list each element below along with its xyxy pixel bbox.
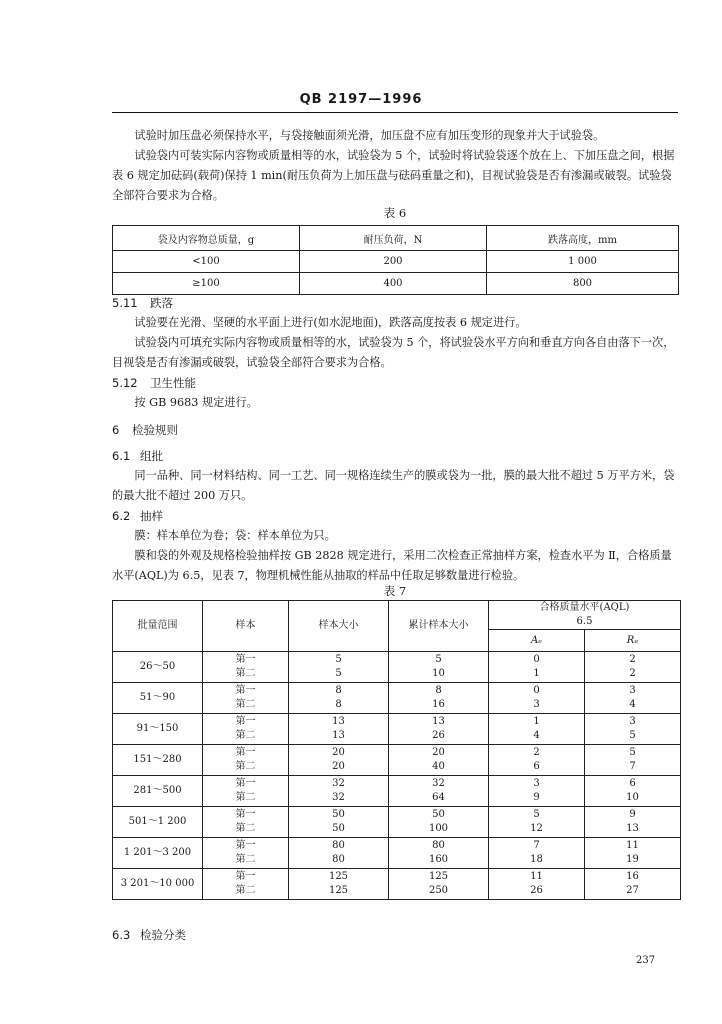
table7-batch-cell: 1 201～3 200 <box>113 838 203 869</box>
table6-row <box>113 251 679 273</box>
table7-cumulative-cell-value: 5 <box>435 654 442 665</box>
table6-cell: 400 <box>300 273 487 295</box>
table7-size-cell-value: 20 <box>332 747 345 758</box>
table7-re-cell <box>585 869 681 900</box>
table6-header-cell: 耐压负荷，N <box>300 226 487 251</box>
section-title: 抽样 <box>140 509 163 523</box>
header-rule <box>112 112 678 113</box>
table7-sample-cell-value: 第一 <box>235 778 256 789</box>
paragraph-sampling-plan: 膜和袋的外观及规格检验抽样按 GB 2828 规定进行，采用二次检查正常抽样方案，检查水平为 Ⅱ，合格质量水平(AQL)为 6.5，见表 7，物理机械性能从抽取的样品中任取足够数量进行检验。 <box>112 549 672 582</box>
table7-sample-cell-value: 第一 <box>235 747 256 758</box>
table7-ac-cell <box>489 869 585 900</box>
table7-cumulative-cell <box>389 683 489 714</box>
table7-sample-cell-value: 第二 <box>235 730 256 741</box>
table7-row <box>113 683 681 714</box>
table7-sample-cell-value: 第一 <box>235 685 256 696</box>
table7-ac-cell-value: 7 <box>533 840 540 851</box>
table7-ac-cell-value: 0 <box>533 654 540 665</box>
table7-ac-cell-value: 3 <box>533 699 540 710</box>
table7-size-cell <box>289 838 389 869</box>
table7-cumulative-cell-value: 50 <box>432 809 445 820</box>
table7-size-cell <box>289 807 389 838</box>
paragraph-batching: 同一品种、同一材料结构、同一工艺、同一规格连续生产的膜或袋为一批，膜的最大批不超过 5 万平方米，袋的最大批不超过 200 万只。 <box>112 469 675 502</box>
table7-re-cell-value: 10 <box>626 792 639 803</box>
table7-cumulative-cell-value: 16 <box>432 699 445 710</box>
section-6-3-heading <box>112 927 186 943</box>
table7-sample-cell <box>203 652 289 683</box>
table6-cell: 200 <box>300 251 487 273</box>
table6-header-cell: 袋及内容物总质量，g <box>113 226 300 251</box>
aql-value: 6.5 <box>576 616 593 627</box>
table7-size-cell-value: 5 <box>335 668 342 679</box>
table7-header-aql <box>489 601 681 630</box>
table7-re-cell-value: 9 <box>629 809 636 820</box>
table7-row <box>113 807 681 838</box>
table6-row <box>113 273 679 295</box>
table7-re-cell <box>585 807 681 838</box>
table7-row <box>113 776 681 807</box>
table7-sample-cell-value: 第一 <box>235 840 256 851</box>
table7-ac-cell-value: 1 <box>533 716 540 727</box>
table7-ac-cell <box>489 683 585 714</box>
table7-size-cell <box>289 652 389 683</box>
section-title: 跌落 <box>150 296 173 310</box>
table7-sample-cell <box>203 683 289 714</box>
table7-ac-cell-value: 12 <box>530 823 543 834</box>
table7-ac-cell-value: 5 <box>533 809 540 820</box>
table7-batch-cell: 281～500 <box>113 776 203 807</box>
table7-size-cell-value: 8 <box>335 699 342 710</box>
table7-ac-cell <box>489 807 585 838</box>
table7-ac-cell <box>489 838 585 869</box>
table7-re-cell-value: 13 <box>626 823 639 834</box>
table7-re-cell-value: 6 <box>629 778 636 789</box>
table7-cumulative-cell-value: 64 <box>432 792 445 803</box>
table7-cumulative-cell-value: 80 <box>432 840 445 851</box>
table7-cumulative-cell <box>389 776 489 807</box>
table7-cumulative-cell <box>389 807 489 838</box>
table7-cumulative-cell <box>389 869 489 900</box>
table7-sample-cell-value: 第二 <box>235 854 256 865</box>
table7-row <box>113 714 681 745</box>
table7-batch-cell: 151～280 <box>113 745 203 776</box>
table7-size-cell-value: 50 <box>332 823 345 834</box>
table7-ac-cell-value: 3 <box>533 778 540 789</box>
section-title: 组批 <box>140 449 163 463</box>
paragraph-sample-unit: 膜：样本单位为卷；袋：样本单位为只。 <box>134 529 336 542</box>
table7-header-cumulative: 累计样本大小 <box>389 601 489 652</box>
section-number: 6.1 <box>112 449 131 463</box>
paragraph-pressure-plate: 试验时加压盘必须保持水平，与袋接触面须光滑，加压盘不应有加压变形的现象并大于试验袋。 <box>134 129 605 142</box>
table7-size-cell-value: 32 <box>332 792 345 803</box>
table7-cumulative-cell-value: 40 <box>432 761 445 772</box>
table7-sample-cell <box>203 745 289 776</box>
table7-size-cell-value: 50 <box>332 809 345 820</box>
table7-body <box>113 652 681 900</box>
section-5-12-heading <box>112 375 196 391</box>
table7-re-cell <box>585 683 681 714</box>
table7-re-cell-value: 2 <box>629 668 636 679</box>
table7-size-cell <box>289 745 389 776</box>
table7-cumulative-cell-value: 125 <box>428 871 449 882</box>
paragraph-pressure-test: 试验袋内可装实际内容物或质量相等的水，试验袋为 5 个，试验时将试验袋逐个放在上、下加压盘之间，根据表 6 规定加砝码(载荷)保持 1 min(耐压负荷为上加压盘与砝码重量之和)，目视试验袋是否有渗漏或破裂。试验袋全部符合要求为合格。 <box>112 149 675 202</box>
table7-size-cell-value: 8 <box>335 685 342 696</box>
table7-header-re: Rₑ <box>585 630 681 652</box>
section-6-2-heading <box>112 508 163 524</box>
table7-size-cell-value: 80 <box>332 854 345 865</box>
table7-re-cell-value: 5 <box>629 747 636 758</box>
table7-sample-cell <box>203 714 289 745</box>
aql-label: 合格质量水平(AQL) <box>539 602 630 613</box>
table7-sample-cell <box>203 869 289 900</box>
section-title: 检验规则 <box>132 423 178 437</box>
table7-sample-cell-value: 第一 <box>235 716 256 727</box>
table7-header-size: 样本大小 <box>289 601 389 652</box>
table7-size-cell <box>289 683 389 714</box>
table7-cumulative-cell <box>389 652 489 683</box>
table7-row <box>113 838 681 869</box>
table7-re-cell <box>585 838 681 869</box>
table7-ac-cell <box>489 776 585 807</box>
table7-cumulative-cell-value: 13 <box>432 716 445 727</box>
table7-sample-cell-value: 第二 <box>235 885 256 896</box>
section-number: 5.11 <box>112 296 138 310</box>
section-6-1-heading <box>112 448 163 464</box>
table7-batch-cell: 26～50 <box>113 652 203 683</box>
table7-re-cell <box>585 714 681 745</box>
section-number: 6 <box>112 423 120 437</box>
table6-header-row <box>113 226 679 251</box>
paragraph-drop-test: 试验袋内可填充实际内容物或质量相等的水，试验袋为 5 个，将试验袋水平方向和垂直方向各自由落下一次，目视袋是否有渗漏或破裂，试验袋全部符合要求为合格。 <box>112 336 675 369</box>
table7-ac-cell-value: 26 <box>530 885 543 896</box>
table7-sample-cell-value: 第二 <box>235 761 256 772</box>
table7-re-cell-value: 16 <box>626 871 639 882</box>
table7-cumulative-cell-value: 160 <box>428 854 449 865</box>
paragraph-drop-surface: 试验要在光滑、坚硬的水平面上进行(如水泥地面)，跌落高度按表 6 规定进行。 <box>134 316 527 329</box>
table7-ac-cell-value: 4 <box>533 730 540 741</box>
table7-header-sample: 样本 <box>203 601 289 652</box>
table7-sample-cell-value: 第一 <box>235 871 256 882</box>
section-title: 卫生性能 <box>150 376 196 390</box>
table7-cumulative-cell-value: 20 <box>432 747 445 758</box>
table7-sample-cell <box>203 776 289 807</box>
table7-re-cell-value: 11 <box>626 840 639 851</box>
table7-sample-cell <box>203 807 289 838</box>
table7-sample-cell-value: 第二 <box>235 792 256 803</box>
paragraph-hygiene: 按 GB 9683 规定进行。 <box>134 396 258 409</box>
table6-cell: 800 <box>487 273 679 295</box>
table7-ac-cell <box>489 745 585 776</box>
table7-re-cell-value: 27 <box>626 885 639 896</box>
table7-re-cell-value: 2 <box>629 654 636 665</box>
table7-batch-cell: 3 201～10 000 <box>113 869 203 900</box>
table7-batch-cell: 51～90 <box>113 683 203 714</box>
table7-re-cell <box>585 652 681 683</box>
table7-row <box>113 869 681 900</box>
table7-header-batch: 批量范围 <box>113 601 203 652</box>
table7-re-cell-value: 4 <box>629 699 636 710</box>
table7-size-cell-value: 5 <box>335 654 342 665</box>
table6-cell: 1 000 <box>487 251 679 273</box>
table7-cumulative-cell-value: 8 <box>435 685 442 696</box>
table7-size-cell-value: 20 <box>332 761 345 772</box>
table6-cell: ≥100 <box>113 273 300 295</box>
table7-sample-cell-value: 第二 <box>235 699 256 710</box>
page-header: QB 2197—1996 <box>299 92 423 107</box>
table7-batch-cell: 91～150 <box>113 714 203 745</box>
table7-re-cell-value: 5 <box>629 730 636 741</box>
table7-re-cell-value: 3 <box>629 716 636 727</box>
page-number: 237 <box>636 955 656 966</box>
table7-size-cell-value: 125 <box>328 871 349 882</box>
table-6 <box>112 225 679 295</box>
table7-size-cell <box>289 869 389 900</box>
table7-size-cell <box>289 776 389 807</box>
table7-row <box>113 745 681 776</box>
table7-size-cell-value: 125 <box>328 885 349 896</box>
table7-cumulative-cell-value: 250 <box>428 885 449 896</box>
section-number: 6.3 <box>112 928 131 942</box>
table7-size-cell-value: 13 <box>332 730 345 741</box>
table7-sample-cell <box>203 838 289 869</box>
table7-re-cell <box>585 745 681 776</box>
table7-ac-cell-value: 18 <box>530 854 543 865</box>
table7-cumulative-cell <box>389 714 489 745</box>
table7-sample-cell-value: 第一 <box>235 809 256 820</box>
table7-size-cell-value: 80 <box>332 840 345 851</box>
table7-re-cell-value: 7 <box>629 761 636 772</box>
table7-ac-cell-value: 0 <box>533 685 540 696</box>
table7-cumulative-cell <box>389 745 489 776</box>
table7-size-cell-value: 32 <box>332 778 345 789</box>
table6-cell: <100 <box>113 251 300 273</box>
table7-cumulative-cell-value: 32 <box>432 778 445 789</box>
section-title: 检验分类 <box>140 928 186 942</box>
table-7 <box>112 600 681 900</box>
table7-sample-cell-value: 第二 <box>235 823 256 834</box>
table7-re-cell-value: 3 <box>629 685 636 696</box>
table7-cumulative-cell-value: 26 <box>432 730 445 741</box>
section-number: 6.2 <box>112 509 131 523</box>
table7-ac-cell-value: 6 <box>533 761 540 772</box>
table7-sample-cell-value: 第一 <box>235 654 256 665</box>
table7-cumulative-cell-value: 100 <box>428 823 449 834</box>
table7-ac-cell <box>489 714 585 745</box>
table7-cumulative-cell <box>389 838 489 869</box>
table7-size-cell <box>289 714 389 745</box>
table7-header-ac: Aₑ <box>489 630 585 652</box>
table7-ac-cell-value: 11 <box>530 871 543 882</box>
section-6-heading <box>112 422 178 438</box>
table7-cumulative-cell-value: 10 <box>432 668 445 679</box>
table7-header-row <box>113 601 681 630</box>
table7-sample-cell-value: 第二 <box>235 668 256 679</box>
section-5-11-heading <box>112 295 173 311</box>
table6-caption: 表 6 <box>383 206 407 220</box>
table7-row <box>113 652 681 683</box>
table7-ac-cell-value: 1 <box>533 668 540 679</box>
table7-size-cell-value: 13 <box>332 716 345 727</box>
section-number: 5.12 <box>112 376 138 390</box>
table7-batch-cell: 501～1 200 <box>113 807 203 838</box>
table7-ac-cell-value: 9 <box>533 792 540 803</box>
table7-ac-cell-value: 2 <box>533 747 540 758</box>
table7-ac-cell <box>489 652 585 683</box>
table7-re-cell <box>585 776 681 807</box>
table7-re-cell-value: 19 <box>626 854 639 865</box>
table6-header-cell: 跌落高度，mm <box>487 226 679 251</box>
table7-caption: 表 7 <box>383 584 407 598</box>
